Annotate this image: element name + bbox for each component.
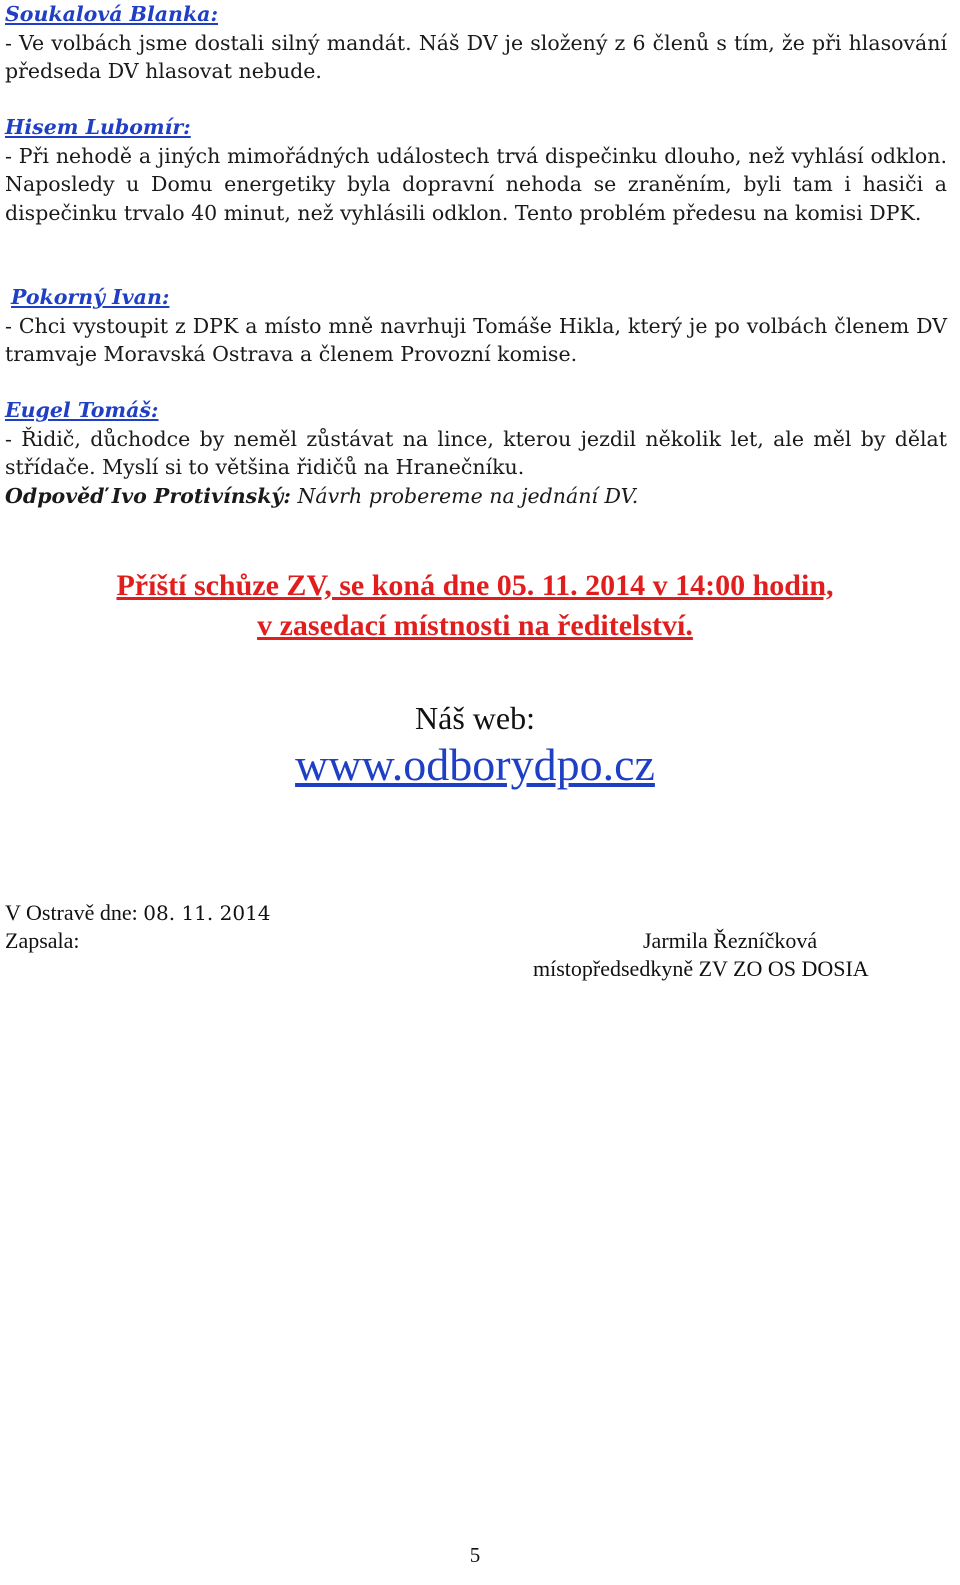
speaker-name: Pokorný Ivan:	[11, 285, 170, 309]
entry-pokorny	[5, 283, 947, 369]
footer-place-date	[5, 900, 271, 926]
next-meeting-notice-line2: v zasedací místnosti na ředitelství.	[257, 609, 693, 642]
document-date: 08. 11. 2014	[143, 901, 271, 925]
reply-text: Návrh probereme na jednání DV.	[290, 483, 639, 508]
speaker-statement: - Řidič, důchodce by neměl zůstávat na lince, kterou jezdil několik let, ale měl by dělat střídače. Myslí si to většina řidičů na Hranečníku.	[5, 426, 947, 479]
place-prefix: V Ostravě dne:	[5, 900, 144, 925]
speaker-name: Soukalová Blanka:	[5, 2, 219, 26]
page-number: 5	[469, 1543, 481, 1567]
web-link[interactable]: www.odborydpo.cz	[295, 739, 655, 790]
speaker-name: Eugel Tomáš:	[5, 398, 159, 422]
reply	[5, 482, 947, 511]
next-meeting-notice-line1: Příští schůze ZV, se koná dne 05. 11. 2014 v 14:00 hodin,	[116, 569, 834, 602]
entry-eugel	[5, 396, 947, 510]
entry-hisem	[5, 113, 947, 227]
web-label: Náš web:	[415, 700, 535, 736]
speaker-statement: - Ve volbách jsme dostali silný mandát. Náš DV je složený z 6 členů s tím, že při hlasování předseda DV hlasovat nebude.	[5, 30, 947, 83]
speaker-name: Hisem Lubomír:	[5, 115, 191, 139]
recorded-label: Zapsala:	[5, 928, 80, 953]
reply-name: Odpověď Ivo Protivínský:	[5, 483, 291, 508]
entry-soukalova	[5, 0, 947, 86]
speaker-statement: - Při nehodě a jiných mimořádných událostech trvá dispečinku dlouho, než vyhlásí odklon. Naposledy u Domu energetiky byla dopravní nehoda se zraněním, byli tam i hasiči a dispečinku trvalo 40 minut, než vyhlásili odklon. Tento problém předesu na komisi DPK.	[5, 143, 947, 225]
signer-title: místopředsedkyně ZV ZO OS DOSIA	[533, 956, 869, 981]
speaker-statement: - Chci vystoupit z DPK a místo mně navrhuji Tomáše Hikla, který je po volbách členem DV tramvaje Moravská Ostrava a členem Provozní komise.	[5, 313, 947, 366]
signer-name: Jarmila Řezníčková	[643, 928, 818, 953]
